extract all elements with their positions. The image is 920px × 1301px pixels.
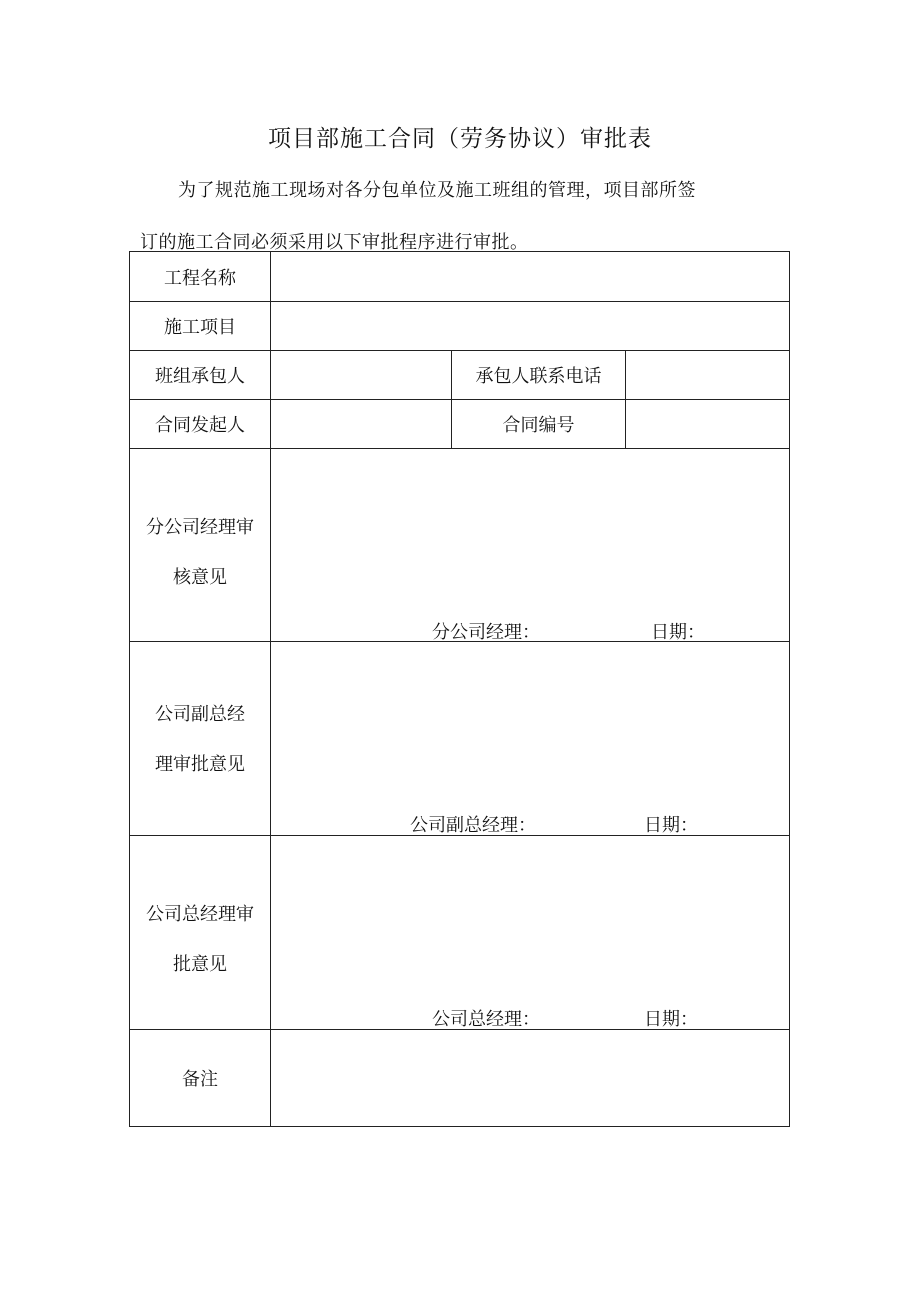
deputy-gm-date-label: 日期：: [644, 815, 698, 836]
branch-manager-opinion-field[interactable]: [271, 449, 790, 614]
gm-date-label: 日期：: [644, 1009, 698, 1030]
deputy-gm-opinion-field[interactable]: [271, 642, 790, 807]
team-contractor-label: 班组承包人: [155, 365, 245, 387]
branch-manager-signature-label: 分公司经理：: [432, 622, 540, 643]
gm-opinion-label-line-1: 公司总经理审: [146, 904, 254, 925]
project-name-field[interactable]: [271, 252, 790, 301]
contractor-phone-field[interactable]: [626, 350, 790, 399]
deputy-gm-opinion-label-line-2: 理审批意见: [155, 754, 245, 775]
document-title: 项目部施工合同（劳务协议）审批表: [268, 126, 652, 152]
deputy-gm-signature-label: 公司副总经理：: [410, 815, 536, 836]
construction-item-label: 施工项目: [164, 316, 236, 338]
gm-opinion-field[interactable]: [271, 836, 790, 1001]
contract-number-label: 合同编号: [502, 414, 575, 436]
team-contractor-field[interactable]: [271, 350, 451, 399]
gm-opinion-label-line-2: 批意见: [173, 954, 227, 975]
branch-manager-date-label: 日期：: [651, 622, 705, 643]
approval-form-table: [129, 251, 790, 1127]
project-name-label: 工程名称: [164, 267, 236, 289]
branch-manager-opinion-label-line-1: 分公司经理审: [146, 517, 254, 538]
remarks-label: 备注: [182, 1069, 218, 1090]
gm-signature-label: 公司总经理：: [432, 1009, 540, 1030]
contract-initiator-field[interactable]: [271, 399, 451, 448]
remarks-field[interactable]: [271, 1030, 790, 1126]
contractor-phone-label: 承包人联系电话: [475, 365, 602, 387]
contract-number-field[interactable]: [626, 399, 790, 448]
intro-text-line-2: 订的施工合同必须采用以下审批程序进行审批。: [140, 232, 529, 253]
contract-initiator-label: 合同发起人: [155, 414, 245, 436]
branch-manager-opinion-label-line-2: 核意见: [173, 567, 227, 588]
deputy-gm-opinion-label-line-1: 公司副总经: [155, 704, 245, 725]
construction-item-field[interactable]: [271, 301, 790, 350]
intro-text-line-1: 为了规范施工现场对各分包单位及施工班组的管理，项目部所签: [178, 180, 696, 201]
